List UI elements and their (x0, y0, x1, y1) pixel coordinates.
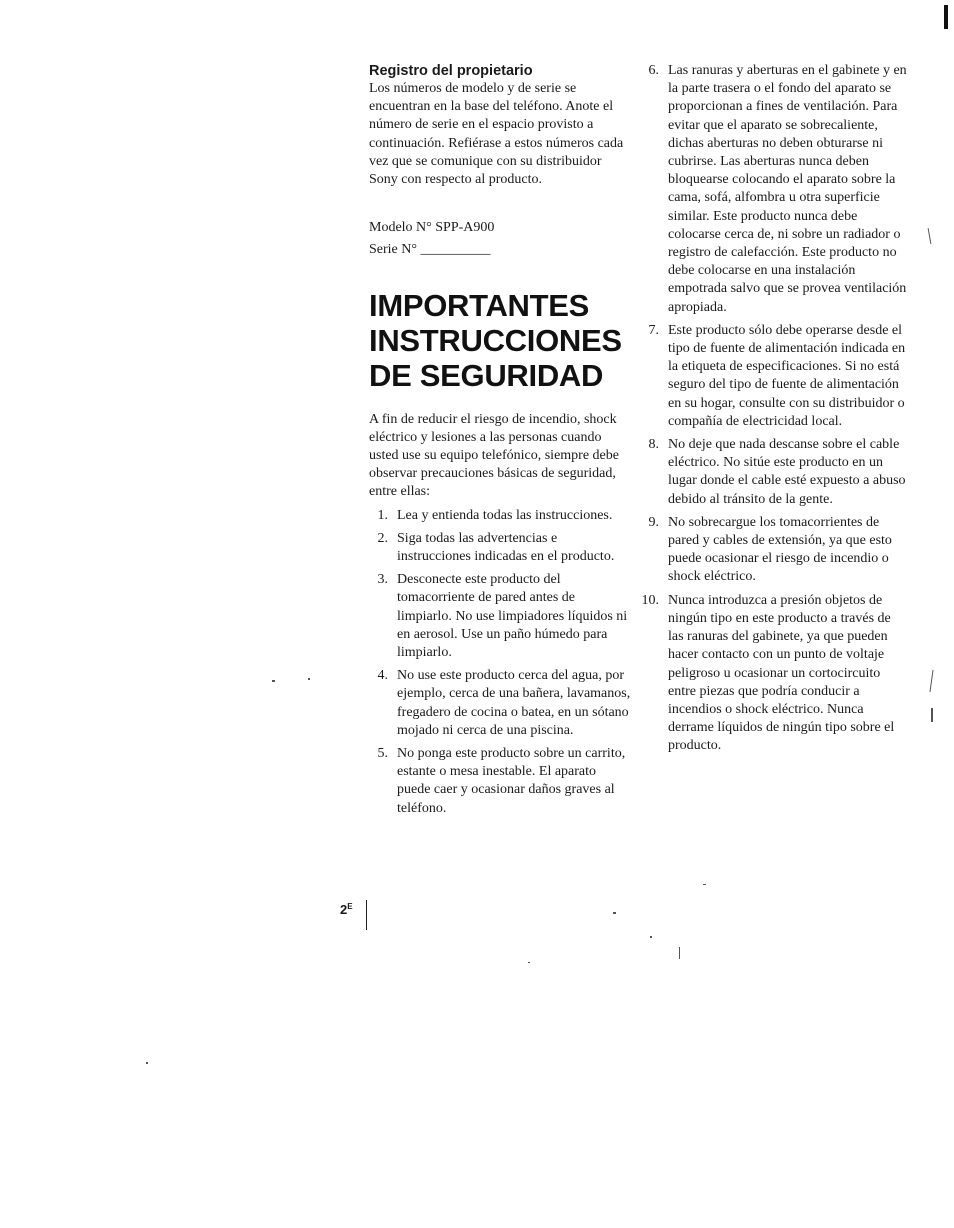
instruction-text: No ponga este producto sobre un carrito, estante o mesa inestable. El aparato puede caer y ocasionar daños graves al teléfono. (397, 746, 626, 816)
instruction-item (640, 592, 908, 756)
instruction-item (369, 667, 631, 740)
left-column (369, 62, 631, 818)
instruction-text: Desconecte este producto del tomacorriente de pared antes de limpiarlo. No use limpiadores líquidos ni en aerosol. Use un paño húmedo para limpiarlo. (397, 572, 628, 661)
page-number-rule (366, 900, 367, 930)
scan-speck (928, 228, 932, 244)
instruction-text: No deje que nada descanse sobre el cable eléctrico. No sitúe este producto en un lugar donde el cable esté expuesto a abuso debido al tránsito de la gente. (668, 437, 906, 507)
safety-intro: A fin de reducir el riesgo de incendio, shock eléctrico y lesiones a las personas cuando usted use su equipo telefónico, siempre debe observar precauciones básicas de seguridad, entre ellas: (369, 411, 619, 500)
safety-title-line-3: DE SEGURIDAD (369, 357, 604, 393)
instruction-text: Las ranuras y aberturas en el gabinete y en la parte trasera o el fondo del aparato se proporcionan a fines de ventilación. Para evitar que el aparato se sobrecaliente, dichas aberturas no deben obturarse ni cubrirse. Las aberturas nunca deben bloquearse colocando el aparato sobre la cama, sofá, alfombra u otra superficie similar. Este producto nunca debe colocarse cerca de, ni sobre un radiador o registro de calefacción. Este producto no debe colocarse en una instalación empotrada salvo que se provea ventilación apropiada. (668, 63, 907, 315)
instruction-item (369, 530, 631, 566)
model-number-line: Modelo N° SPP-A900 (369, 220, 495, 236)
instruction-number: 7. (648, 322, 659, 338)
scan-speck (308, 678, 310, 680)
instruction-text: Nunca introduzca a presión objetos de ningún tipo en este producto a través de las ranuras del gabinete, ya que pueden hacer contacto con un punto de voltaje peligroso u ocasionar un cortocircuito entre piezas que podría conducir a incendios o shock eléctrico. Nunca derrame líquidos de ningún tipo sobre el producto. (668, 592, 895, 754)
scan-speck (929, 670, 933, 692)
instruction-item (640, 514, 908, 587)
instruction-item (640, 436, 908, 509)
page-number (340, 902, 353, 917)
instruction-number: 1. (377, 507, 388, 523)
scan-speck (146, 1062, 148, 1064)
instruction-number: 4. (377, 668, 388, 684)
instruction-number: 2. (377, 530, 388, 546)
owner-record-heading: Registro del propietario (369, 63, 533, 79)
instruction-item (369, 745, 631, 818)
scan-speck (528, 962, 530, 963)
safety-title (369, 288, 631, 393)
instruction-number: 9. (648, 514, 659, 530)
instruction-list-left (369, 507, 631, 818)
safety-title-line-1: IMPORTANTES (369, 287, 590, 323)
right-column (640, 62, 908, 756)
instruction-number: 10. (641, 592, 659, 608)
instruction-item (369, 507, 631, 525)
instruction-item (640, 62, 908, 317)
instruction-text: Lea y entienda todas las instrucciones. (397, 507, 613, 523)
instruction-text: Este producto sólo debe operarse desde el tipo de fuente de alimentación indicada en la etiqueta de especificaciones. Si no está seguro del tipo de fuente de alimentación en su hogar, consulte con su distribuidor o compañía de electricidad local. (668, 322, 906, 429)
scan-speck (650, 936, 652, 938)
instruction-text: Siga todas las advertencias e instrucciones indicadas en el producto. (397, 530, 615, 565)
scan-speck (931, 708, 933, 722)
instruction-number: 8. (648, 437, 659, 453)
instruction-number: 6. (648, 63, 659, 78)
scan-speck (272, 680, 275, 682)
scan-speck (679, 947, 680, 959)
instruction-item (640, 322, 908, 431)
page-number-value: 2 (340, 902, 348, 917)
owner-record-paragraph: Los números de modelo y de serie se encuentran en la base del teléfono. Anote el número de serie en el espacio provisto a continuación. Refiérase a estos números cada vez que se comunique con su distribuidor Sony con respecto al producto. (369, 81, 624, 188)
instruction-number: 3. (377, 572, 388, 588)
page-edge-mark (944, 5, 948, 29)
instruction-list-right (640, 62, 908, 756)
safety-title-line-2: INSTRUCCIONES (369, 322, 622, 358)
scan-speck (703, 884, 706, 885)
page-number-suffix: E (347, 902, 353, 911)
scan-speck (613, 912, 616, 914)
instruction-text: No use este producto cerca del agua, por ejemplo, cerca de una bañera, lavamanos, fregadero de cocina o batea, en un sótano mojado ni cerca de una piscina. (397, 668, 631, 738)
instruction-text: No sobrecargue los tomacorrientes de pared y cables de extensión, ya que esto puede ocasionar el riesgo de incendio o shock eléctrico. (668, 514, 892, 585)
instruction-number: 5. (377, 746, 388, 762)
instruction-item (369, 571, 631, 662)
serial-number-line: Serie N° __________ (369, 242, 491, 258)
